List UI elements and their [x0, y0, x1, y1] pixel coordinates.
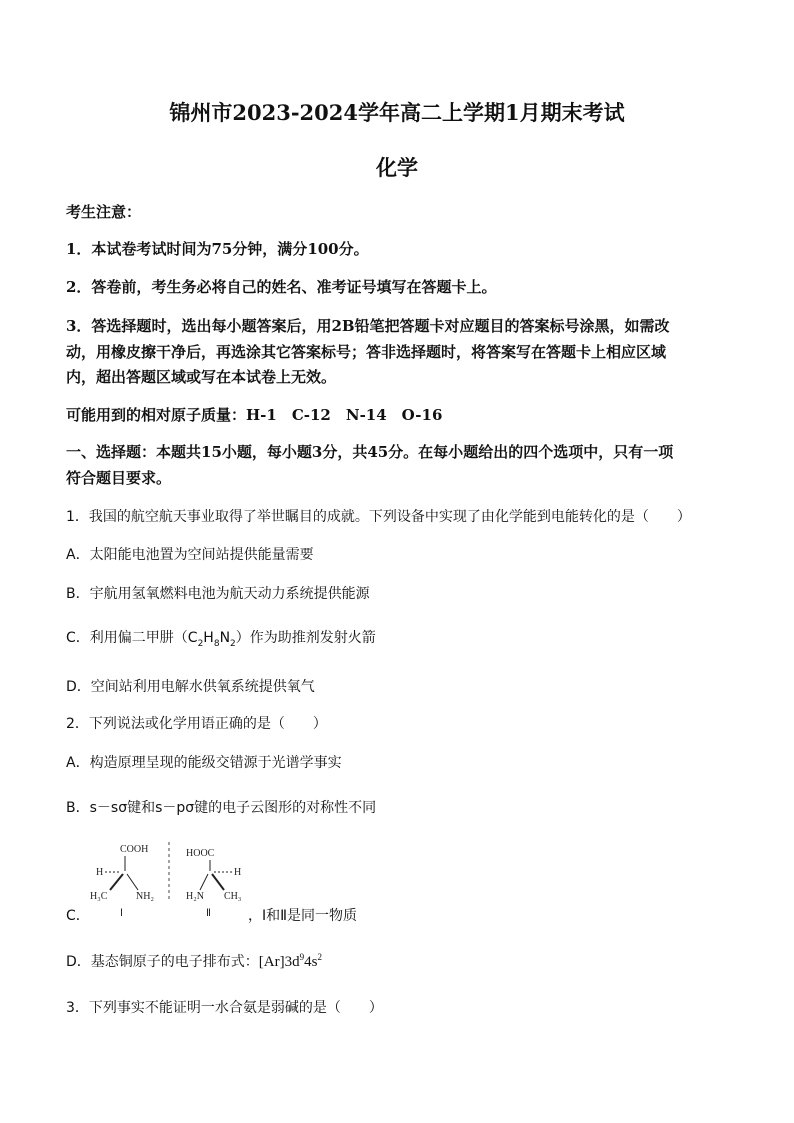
notice-item-3-line-2: 动，用橡皮擦干净后，再选涂其它答案标号；答非选择题时，将答案写在答题卡上相应区域 — [66, 343, 667, 361]
formula-sub-2b: 2 — [230, 638, 236, 649]
bond-left — [200, 874, 208, 890]
q2-option-b: B．s－sσ键和s－pσ键的电子云图形的对称性不同 — [66, 800, 377, 816]
bond-wedge-right — [212, 874, 224, 890]
mol2-right: H — [234, 867, 242, 878]
formula-c: C — [187, 630, 198, 646]
mol2-bottom-left: H₂N — [186, 891, 204, 902]
q2-option-c-suffix: ，Ⅰ和Ⅱ是同一物质 — [248, 908, 358, 924]
q1-option-a: A．太阳能电池置为空间站提供能量需要 — [66, 547, 314, 563]
q1-option-b: B．宇航用氢氧燃料电池为航天动力系统提供能源 — [66, 586, 370, 602]
q2-stem: 2．下列说法或化学用语正确的是（ ） — [66, 716, 327, 732]
notice-item-3-line-3: 内，超出答题区域或写在本试卷上无效。 — [66, 368, 337, 386]
q1-option-c-suffix: ）作为助推剂发射火箭 — [235, 630, 376, 646]
mol2-label: Ⅱ — [206, 908, 211, 918]
config-sup-9: 9 — [299, 952, 305, 962]
q2-option-a: A．构造原理呈现的能级交错源于光谱学事实 — [66, 755, 342, 771]
q1-option-c — [66, 627, 376, 649]
formula-sub-2: 2 — [197, 638, 204, 649]
mirror-line — [165, 842, 173, 902]
mol2-bottom-right: CH₃ — [224, 891, 242, 902]
formula-sub-8: 8 — [213, 638, 220, 649]
notice-item-2: 2．答卷前，考生务必将自己的姓名、准考证号填写在答题卡上。 — [66, 278, 497, 296]
subject-title: 化学 — [376, 155, 418, 180]
notice-heading: 考生注意： — [66, 203, 142, 221]
notice-item-1: 1．本试卷考试时间为75分钟，满分100分。 — [66, 240, 369, 258]
q2-option-c-prefix: C． — [66, 908, 90, 924]
bond-wedge-left — [110, 874, 123, 890]
config-4s: 4s — [304, 954, 318, 970]
mol1-label: Ⅰ — [120, 908, 123, 918]
q2-option-d — [66, 951, 322, 971]
config-sup-2: 2 — [317, 952, 322, 962]
mol1-top: COOH — [120, 844, 149, 855]
formula-n: N — [219, 630, 231, 646]
bond-right — [127, 874, 138, 890]
molecule-i-structure — [88, 838, 168, 918]
section-1-line-2: 符合题目要求。 — [66, 469, 172, 487]
q1-option-d: D．空间站利用电解水供氧系统提供氧气 — [66, 679, 315, 695]
notice-item-3-line-1: 3．答选择题时，选出每小题答案后，用2B铅笔把答题卡对应题目的答案标号涂黑，如需改 — [66, 317, 670, 335]
mol1-left: H — [96, 867, 104, 878]
section-1-line-1: 一、选择题：本题共15小题，每小题3分，共45分。在每小题给出的四个选项中，只有一项 — [66, 443, 674, 461]
atomic-mass-line: 可能用到的相对原子质量：H-1 C-12 N-14 O-16 — [66, 406, 443, 424]
mol2-top: HOOC — [186, 848, 215, 859]
config-core: [Ar]3d — [258, 954, 300, 970]
mol1-bottom-right: NH₂ — [136, 891, 154, 902]
q2-option-d-prefix: D．基态铜原子的电子排布式： — [66, 954, 259, 970]
q1-option-c-prefix: C．利用偏二甲肼（ — [66, 630, 188, 646]
exam-title: 锦州市2023-2024学年高二上学期1月期末考试 — [169, 100, 625, 125]
q1-stem: 1．我国的航空航天事业取得了举世瞩目的成就。下列设备中实现了由化学能到电能转化的是（ ） — [66, 509, 691, 525]
formula-h: H — [203, 630, 214, 646]
mol1-bottom-left: H₃C — [90, 891, 108, 902]
q3-stem: 3．下列事实不能证明一水合氨是弱碱的是（ ） — [66, 1000, 383, 1016]
electron-config — [259, 954, 322, 970]
